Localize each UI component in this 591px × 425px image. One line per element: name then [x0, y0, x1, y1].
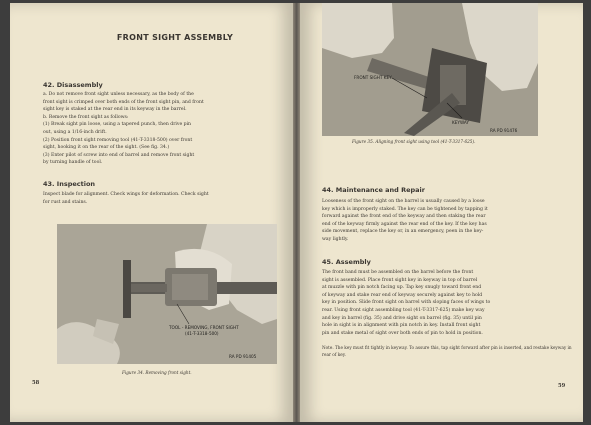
book-gutter — [293, 3, 300, 422]
section-43-heading: 43. Inspection — [43, 180, 96, 188]
text-line: pin and stake metal of sight over both ends of pin to hold in position. — [322, 330, 483, 336]
text-line: forward against the front end of the keyway and then staking the rear — [322, 214, 486, 220]
front-sight-key-label: FRONT SIGHT KEY — [354, 75, 392, 80]
section-42-heading: 42. Disassembly — [43, 81, 103, 89]
text-line: key in position. Slide front sight on barrel with sloping faces of wings to — [322, 300, 491, 306]
text-line: rear. Using front sight assembling tool (41-T-3317-625) make key way — [322, 307, 485, 313]
section-44-heading: 44. Maintenance and Repair — [322, 186, 425, 194]
text-line: (2) Position front sight removing tool (41-T-3318-500) over front — [43, 137, 193, 143]
ra-number: RA PD 91476 — [490, 128, 518, 133]
section-45-note: Note. The key must fit tightly in keyway. To assure this, tap sight forward after pin is inserted, and restake keyway in rear of key. — [322, 345, 572, 357]
page-title: FRONT SIGHT ASSEMBLY — [116, 33, 234, 42]
text-line: sight, hooking it on the rear of the sight. (See fig. 34.) — [43, 145, 170, 151]
text-line: front sight is crimped over both ends of the front sight pin, and front — [43, 99, 204, 105]
text-line: and key in barrel (fig. 35) and drive sight on barrel (fig. 35) until pin — [322, 315, 482, 321]
text-line: a. Do not remove front sight unless necessary, as the body of the — [43, 92, 194, 97]
text-line: Inspect blade for alignment. Check wings for deformation. Check sight — [43, 192, 209, 197]
section-45-heading: 45. Assembly — [322, 258, 371, 266]
page-number-left: 58 — [32, 380, 40, 386]
text-line: (1) Break sight pin loose, using a tapered punch, then drive pin — [43, 122, 192, 128]
left-page — [10, 3, 293, 422]
section-42-text — [43, 91, 283, 167]
section-43-text — [43, 191, 283, 206]
figure-34-photo — [57, 224, 277, 364]
text-line: b. Remove the front sight as follows: — [43, 114, 129, 120]
right-page — [300, 3, 583, 422]
page-number-right: 59 — [558, 383, 566, 389]
text-line: at muzzle with pin notch facing up. Tap key snugly toward front end — [322, 285, 482, 291]
ra-number: RA PD 91405 — [229, 354, 257, 359]
text-line: way lightly. — [322, 236, 349, 242]
figure-35-photo — [322, 3, 538, 136]
text-line: (3) Enter pilot of screw into end of barrel and remove front sight — [43, 152, 195, 158]
text-line: key which is improperly staked. The key can be tightened by tapping it — [322, 206, 488, 212]
text-line: side movement, replace the key or, in an emergency, peen in the key- — [322, 229, 484, 235]
section-44-text — [322, 198, 572, 244]
text-line: end of the keyway firmly against the rear end of the key. If the key has — [322, 221, 487, 227]
front-sight-alignment-illustration — [322, 3, 538, 136]
section-45-text — [322, 269, 572, 337]
text-line: by turning handle of tool. — [43, 160, 103, 166]
text-line: for rust and stains. — [43, 199, 88, 205]
text-line: of keyway and stake rear end of keyway securely against key to hold — [322, 292, 483, 298]
text-line: sight is assembled. Place front sight key in keyway in top of barrel — [322, 277, 478, 283]
keyway-label: KEYWAY — [452, 120, 469, 125]
text-line: Looseness of the front sight on the barrel is usually caused by a loose — [322, 199, 485, 204]
figure-34-caption: Figure 34. Removing front sight. — [122, 370, 192, 375]
front-sight-removal-illustration — [57, 224, 277, 364]
text-line: The front band must be assembled on the barrel before the front — [322, 270, 474, 275]
figure-35-caption: Figure 35. Aligning front sight using tool (41-T-3317-625). — [352, 139, 476, 144]
tool-number-label: (41-T-3318-500) — [185, 331, 219, 336]
text-line: sight key is staked at the rear end in its keyway in the barrel. — [43, 107, 187, 113]
text-line: out, using a 1/16-inch drift. — [43, 129, 107, 135]
tool-label: TOOL - REMOVING, FRONT SIGHT — [169, 325, 239, 330]
text-line: hole in sight is in alignment with pin notch in key. Install front sight — [322, 323, 481, 329]
